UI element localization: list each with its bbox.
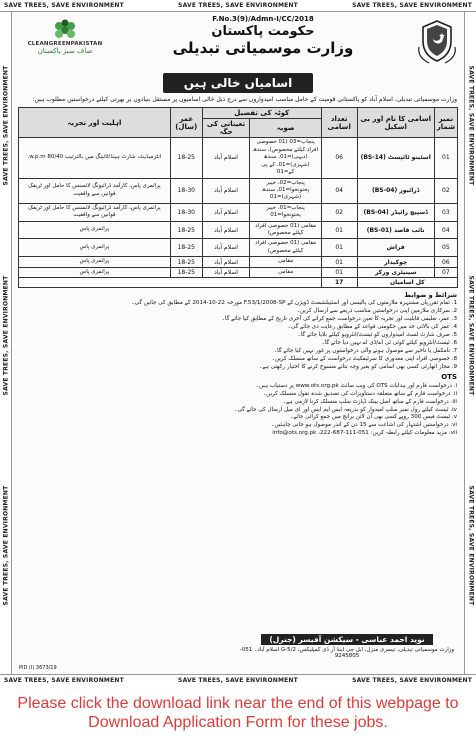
intro-paragraph: وزارت موسمیاتی تبدیلی، اسلام آباد کو پاکستانی قومیت کے حامل مناسب امیدواروں سے درج ذیل خالی اسامیوں پر مستقل بنیادوں پر بھرتی کیلئے درخواستیں مطلوب ہیں:: [32, 96, 457, 103]
cell-place: اسلام آباد: [202, 257, 250, 267]
condition-item: 1. تمام تقرریاں مشتہرہ ملازمتوں کی پالیسی اور اسٹیبلشمنٹ ڈویژن کے F.53/1/2008-SP مورخہ 22-10-2014 کے مطابق کی جائیں گی۔: [131, 300, 457, 307]
ad-content: [13, 13, 463, 673]
table-row: [19, 257, 458, 267]
condition-item: 7. نامکمل یا تاخیر سے موصول ہونے والی درخواستوں پر غور نہیں کیا جائے گا۔: [273, 347, 457, 354]
strip-text: SAVE TREES, SAVE ENVIRONMENT: [4, 2, 124, 9]
cell-province: پنجاب=01، خیبر پختونخوا=01: [250, 203, 321, 221]
strip-text: SAVE TREES, SAVE ENVIRONMENT: [467, 65, 474, 186]
table-row: [19, 203, 458, 221]
government-title: حکومت پاکستان: [211, 24, 315, 39]
strip-text: SAVE TREES, SAVE ENVIRONMENT: [2, 275, 9, 396]
cell-count: 02: [321, 203, 357, 221]
signature-block: [237, 627, 457, 659]
ots-item: v. ٹیسٹ فیس 300 روپے کسی بھی آن لائن برانچ میں جمع کرائی جائے۔: [290, 414, 457, 421]
cell-qualification: انٹرمیڈیٹ، شارٹ ہینڈ/ٹائپنگ میں بالترتیب 80/40 w.p.m.: [19, 138, 171, 178]
condition-item: 8. خصوصی افراد اپنی معذوری کا سرٹیفکیٹ درخواست کے ساتھ منسلک کریں۔: [271, 355, 457, 362]
cell-age: 18-30: [170, 178, 202, 203]
file-number: F.No.3(9)/Admn-I/CC/2018: [212, 15, 314, 23]
table-row: [19, 138, 458, 178]
cell-count: 06: [321, 138, 357, 178]
top-border-strip: [0, 0, 476, 12]
right-border-strip: [464, 12, 476, 674]
col-header-age: عمر (سال): [170, 108, 202, 138]
cell-no: 06: [434, 257, 457, 267]
vacancy-table: [18, 107, 458, 288]
cell-province: مقامی: [250, 257, 321, 267]
table-row: [19, 267, 458, 277]
cell-post: ڈرائیور (BS-04): [357, 178, 434, 203]
state-emblem-icon: [415, 17, 459, 65]
officer-name: نوید احمد عباسی - سیکشن آفیسر (جنرل): [261, 634, 432, 645]
cell-age: 18-25: [170, 138, 202, 178]
cell-place: اسلام آباد: [202, 221, 250, 239]
cell-post: اسٹینو ٹائپسٹ (BS-14): [357, 138, 434, 178]
cell-post: ڈسپیچ رائیڈر (BS-04): [357, 203, 434, 221]
vacancy-banner: اسامیاں خالی ہیں: [163, 73, 313, 93]
officer-address: وزارت موسمیاتی تبدیلی، تیسری منزل، ایل جی اینڈ آر ڈی کمپلیکس، G-5/2 اسلام آباد۔ 051-9245805: [239, 647, 455, 659]
strip-text: SAVE TREES, SAVE ENVIRONMENT: [178, 677, 298, 684]
cell-place: اسلام آباد: [202, 203, 250, 221]
cell-qualification: پرائمری پاس: [19, 267, 171, 277]
cell-qualification: پرائمری پاس، کارآمد ڈرائیونگ لائسنس کا حامل اور ٹریفک قوانین سے واقفیت: [19, 178, 171, 203]
cell-qualification: پرائمری پاس: [19, 257, 171, 267]
cell-no: 04: [434, 221, 457, 239]
strip-text: SAVE TREES, SAVE ENVIRONMENT: [352, 677, 472, 684]
total-empty-cell: [19, 278, 322, 288]
cell-place: اسلام آباد: [202, 138, 250, 178]
ots-section-title: OTS: [441, 372, 457, 381]
download-notice-text: Please click the download link near the end of this webpage to Download Application Form for these jobs.: [17, 695, 459, 731]
ots-item: ii. درخواست فارم کے ساتھ متعلقہ دستاویزات کی تصدیق شدہ نقول منسلک کریں۔: [262, 390, 457, 397]
download-notice: [0, 686, 476, 744]
col-header-qualification: اہلیت اور تجربہ: [19, 108, 171, 138]
cell-province: مقامی (01 خصوصی افراد کیلئے مخصوص): [250, 221, 321, 239]
cell-province: مقامی (01 خصوصی افراد کیلئے مخصوص): [250, 239, 321, 257]
table-row: [19, 178, 458, 203]
table-row: [19, 221, 458, 239]
strip-text: SAVE TREES, SAVE ENVIRONMENT: [4, 677, 124, 684]
condition-item: 5. صرف شارٹ لسٹ امیدواروں کو ٹیسٹ/انٹرویو کیلئے بلایا جائے گا۔: [297, 332, 457, 339]
cell-post: فراش: [357, 239, 434, 257]
cell-place: اسلام آباد: [202, 239, 250, 257]
cell-qualification: پرائمری پاس، کارآمد ڈرائیونگ لائسنس کا حامل اور ٹریفک قوانین سے واقفیت: [19, 203, 171, 221]
cell-post: سینیٹری ورکر: [357, 267, 434, 277]
cell-age: 18-25: [170, 221, 202, 239]
ots-item: i. درخواست فارم اور ہدایات OTS کی ویب سائٹ www.ots.org.pk پر دستیاب ہیں۔: [255, 382, 457, 389]
ministry-title: وزارت موسمیاتی تبدیلی: [172, 39, 354, 57]
cell-place: اسلام آباد: [202, 267, 250, 277]
col-header-place: تعیناتی کی جگہ: [202, 119, 250, 138]
total-label: کل اسامیاں: [357, 278, 457, 288]
ad-header: [13, 13, 463, 71]
condition-item: 9. مجاز اتھارٹی کسی بھی اسامی کو بغیر وجہ بتائے منسوخ کرنے کا اختیار رکھتی ہے۔: [259, 363, 457, 370]
strip-text: SAVE TREES, SAVE ENVIRONMENT: [352, 2, 472, 9]
cell-count: 01: [321, 257, 357, 267]
cell-count: 01: [321, 267, 357, 277]
cell-no: 01: [434, 138, 457, 178]
cell-count: 01: [321, 239, 357, 257]
cell-post: چوکیدار: [357, 257, 434, 267]
condition-item: 3. عمر، تعلیمی قابلیت اور تجربہ کا تعین درخواست جمع کرانے کی آخری تاریخ کے مطابق کیا جائے گا۔: [221, 316, 457, 323]
cell-no: 05: [434, 239, 457, 257]
strip-text: SAVE TREES, SAVE ENVIRONMENT: [178, 2, 298, 9]
cell-qualification: پرائمری پاس: [19, 221, 171, 239]
cell-count: 01: [321, 221, 357, 239]
ots-item: vii. مزید معلومات کیلئے رابطہ کریں: 051-111-687-222، info@ots.org.pk: [272, 430, 457, 437]
col-header-post: اسامی کا نام اور بی اسکیل: [357, 108, 434, 138]
table-total-row: [19, 278, 458, 288]
terms-and-conditions: [13, 288, 463, 438]
cell-post: نائب قاصد (BS-01): [357, 221, 434, 239]
cell-province: پنجاب=03 (01 خصوصی افراد کیلئے مخصوص)، سندھ (دیہی)=01، سندھ (شہری)=01، کے پی کے=01: [250, 138, 321, 178]
condition-item: 4. عمر کی بالائی حد میں حکومتی قواعد کے مطابق رعایت دی جائے گی۔: [287, 324, 457, 331]
ots-item: iii. درخواست فارم کے ساتھ اصل بینک ڈپازٹ سلپ منسلک کرنا لازمی ہے۔: [282, 398, 457, 405]
header-titles: [123, 15, 403, 57]
cell-province: مقامی: [250, 267, 321, 277]
cell-no: 03: [434, 203, 457, 221]
cell-no: 07: [434, 267, 457, 277]
flower-icon: [50, 19, 80, 41]
bottom-border-strip: [0, 674, 476, 686]
ots-item: iv. ٹیسٹ کیلئے رول نمبر سلپ امیدوار کو بذریعہ ایس ایم ایس اور ای میل ارسال کی جائے گی۔: [234, 406, 457, 413]
brand-name-urdu: صاف سبز پاکستان: [37, 47, 93, 55]
cell-place: اسلام آباد: [202, 178, 250, 203]
conditions-title: شرائط و ضوابط: [404, 291, 457, 300]
col-header-province: صوبہ: [250, 119, 321, 138]
table-row: [19, 239, 458, 257]
cell-count: 04: [321, 178, 357, 203]
cell-age: 18-30: [170, 203, 202, 221]
brand-name: CLEANGREENPAKISTAN: [27, 41, 103, 47]
left-border-strip: [0, 12, 12, 674]
pid-number: PID (I) 3673/19: [19, 665, 57, 671]
condition-item: 2. سرکاری ملازمین اپنی درخواستیں مناسب ذریعے سے ارسال کریں۔: [296, 308, 457, 315]
strip-text: SAVE TREES, SAVE ENVIRONMENT: [2, 485, 9, 606]
col-header-quota: کوٹہ کی تفصیل: [202, 108, 321, 119]
ots-item: vi. درخواستیں اشتہار کی اشاعت سے 15 دن کے اندر موصول ہو جانی چاہئیں۔: [271, 422, 457, 429]
strip-text: SAVE TREES, SAVE ENVIRONMENT: [2, 65, 9, 186]
cell-qualification: پرائمری پاس: [19, 239, 171, 257]
condition-item: 6. ٹیسٹ/انٹرویو کیلئے کوئی ٹی اے/ڈی اے نہیں دیا جائے گا۔: [321, 340, 457, 347]
cell-age: 18-25: [170, 257, 202, 267]
strip-text: SAVE TREES, SAVE ENVIRONMENT: [467, 485, 474, 606]
cell-province: پنجاب=02، خیبر پختونخوا=01، سندھ (شہری)=01: [250, 178, 321, 203]
col-header-no: نمبر شمار: [434, 108, 457, 138]
cell-no: 02: [434, 178, 457, 203]
clean-green-pakistan-logo: [15, 19, 115, 67]
strip-text: SAVE TREES, SAVE ENVIRONMENT: [467, 275, 474, 396]
total-value: 17: [321, 278, 357, 288]
cell-age: 18-25: [170, 239, 202, 257]
col-header-count: تعداد اسامی: [321, 108, 357, 138]
cell-age: 18-25: [170, 267, 202, 277]
